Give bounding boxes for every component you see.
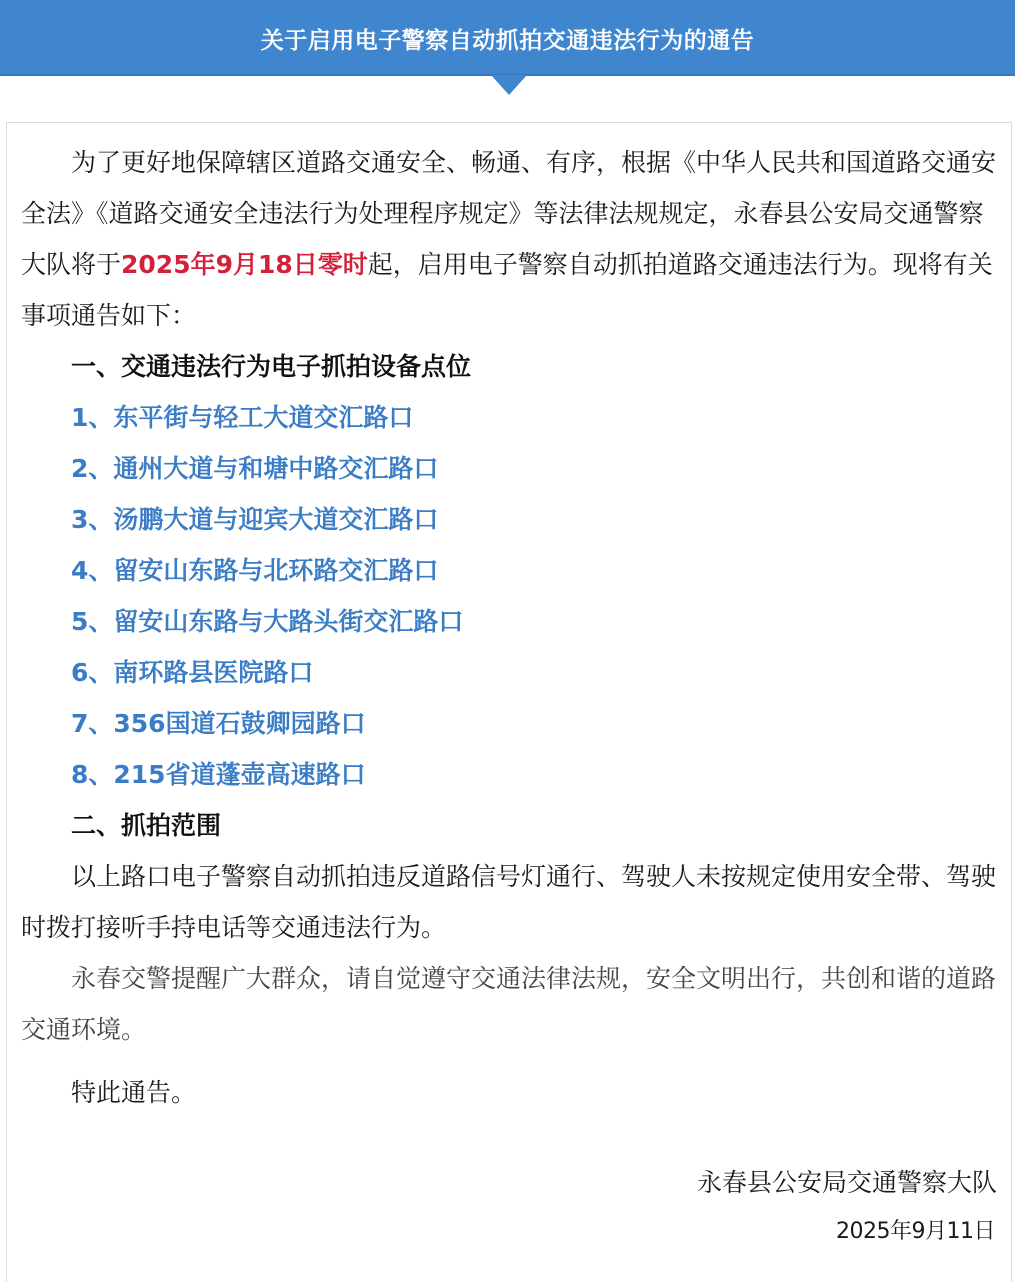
location-item: 7、356国道石鼓卿园路口 xyxy=(71,709,366,738)
reminder-paragraph: 永春交警提醒广大群众，请自觉遵守交通法律法规，安全文明出行，共创和谐的道路交通环境。 xyxy=(21,964,997,1044)
location-item: 1、东平街与轻工大道交汇路口 xyxy=(71,403,414,432)
notice-title: 关于启用电子警察自动抓拍交通违法行为的通告 xyxy=(260,28,755,54)
location-item: 4、留安山东路与北环路交汇路口 xyxy=(71,556,439,585)
scope-paragraph: 以上路口电子警察自动抓拍违反道路信号灯通行、驾驶人未按规定使用安全带、驾驶时拨打接听手持电话等交通违法行为。 xyxy=(21,862,997,942)
location-item: 2、通州大道与和塘中路交汇路口 xyxy=(71,454,439,483)
section-heading-scope: 二、抓拍范围 xyxy=(71,811,222,840)
location-item: 5、留安山东路与大路头街交汇路口 xyxy=(71,607,464,636)
closing-text: 特此通告。 xyxy=(71,1078,197,1107)
intro-text-before: 为了更好地保障辖区道路交通安全、畅通、有序，根据《中华人民共和国道路交通安全法》《道路交通安全违法行为处理程序规定》等法律法规规定，永春县公安局交通警察大队将于 xyxy=(21,148,997,279)
location-item: 8、215省道蓬壶高速路口 xyxy=(71,760,366,789)
section-heading-locations: 一、交通违法行为电子抓拍设备点位 xyxy=(71,352,472,381)
issue-date: 2025年9月11日 xyxy=(836,1219,995,1244)
location-list xyxy=(21,392,997,800)
intro-text-after: 起，启用电子警察自动抓拍道路交通违法行为。现将有关事项通告如下： xyxy=(21,250,993,330)
issuer-signature: 永春县公安局交通警察大队 xyxy=(696,1168,997,1197)
notice-header-banner xyxy=(0,0,1015,76)
location-item: 3、汤鹏大道与迎宾大道交汇路口 xyxy=(71,505,439,534)
banner-pointer-arrow-icon xyxy=(491,75,527,95)
intro-paragraph xyxy=(21,137,997,341)
effective-date-highlight: 2025年9月18日零时 xyxy=(121,250,368,279)
location-item: 6、南环路县医院路口 xyxy=(71,658,314,687)
notice-body xyxy=(21,137,997,1118)
